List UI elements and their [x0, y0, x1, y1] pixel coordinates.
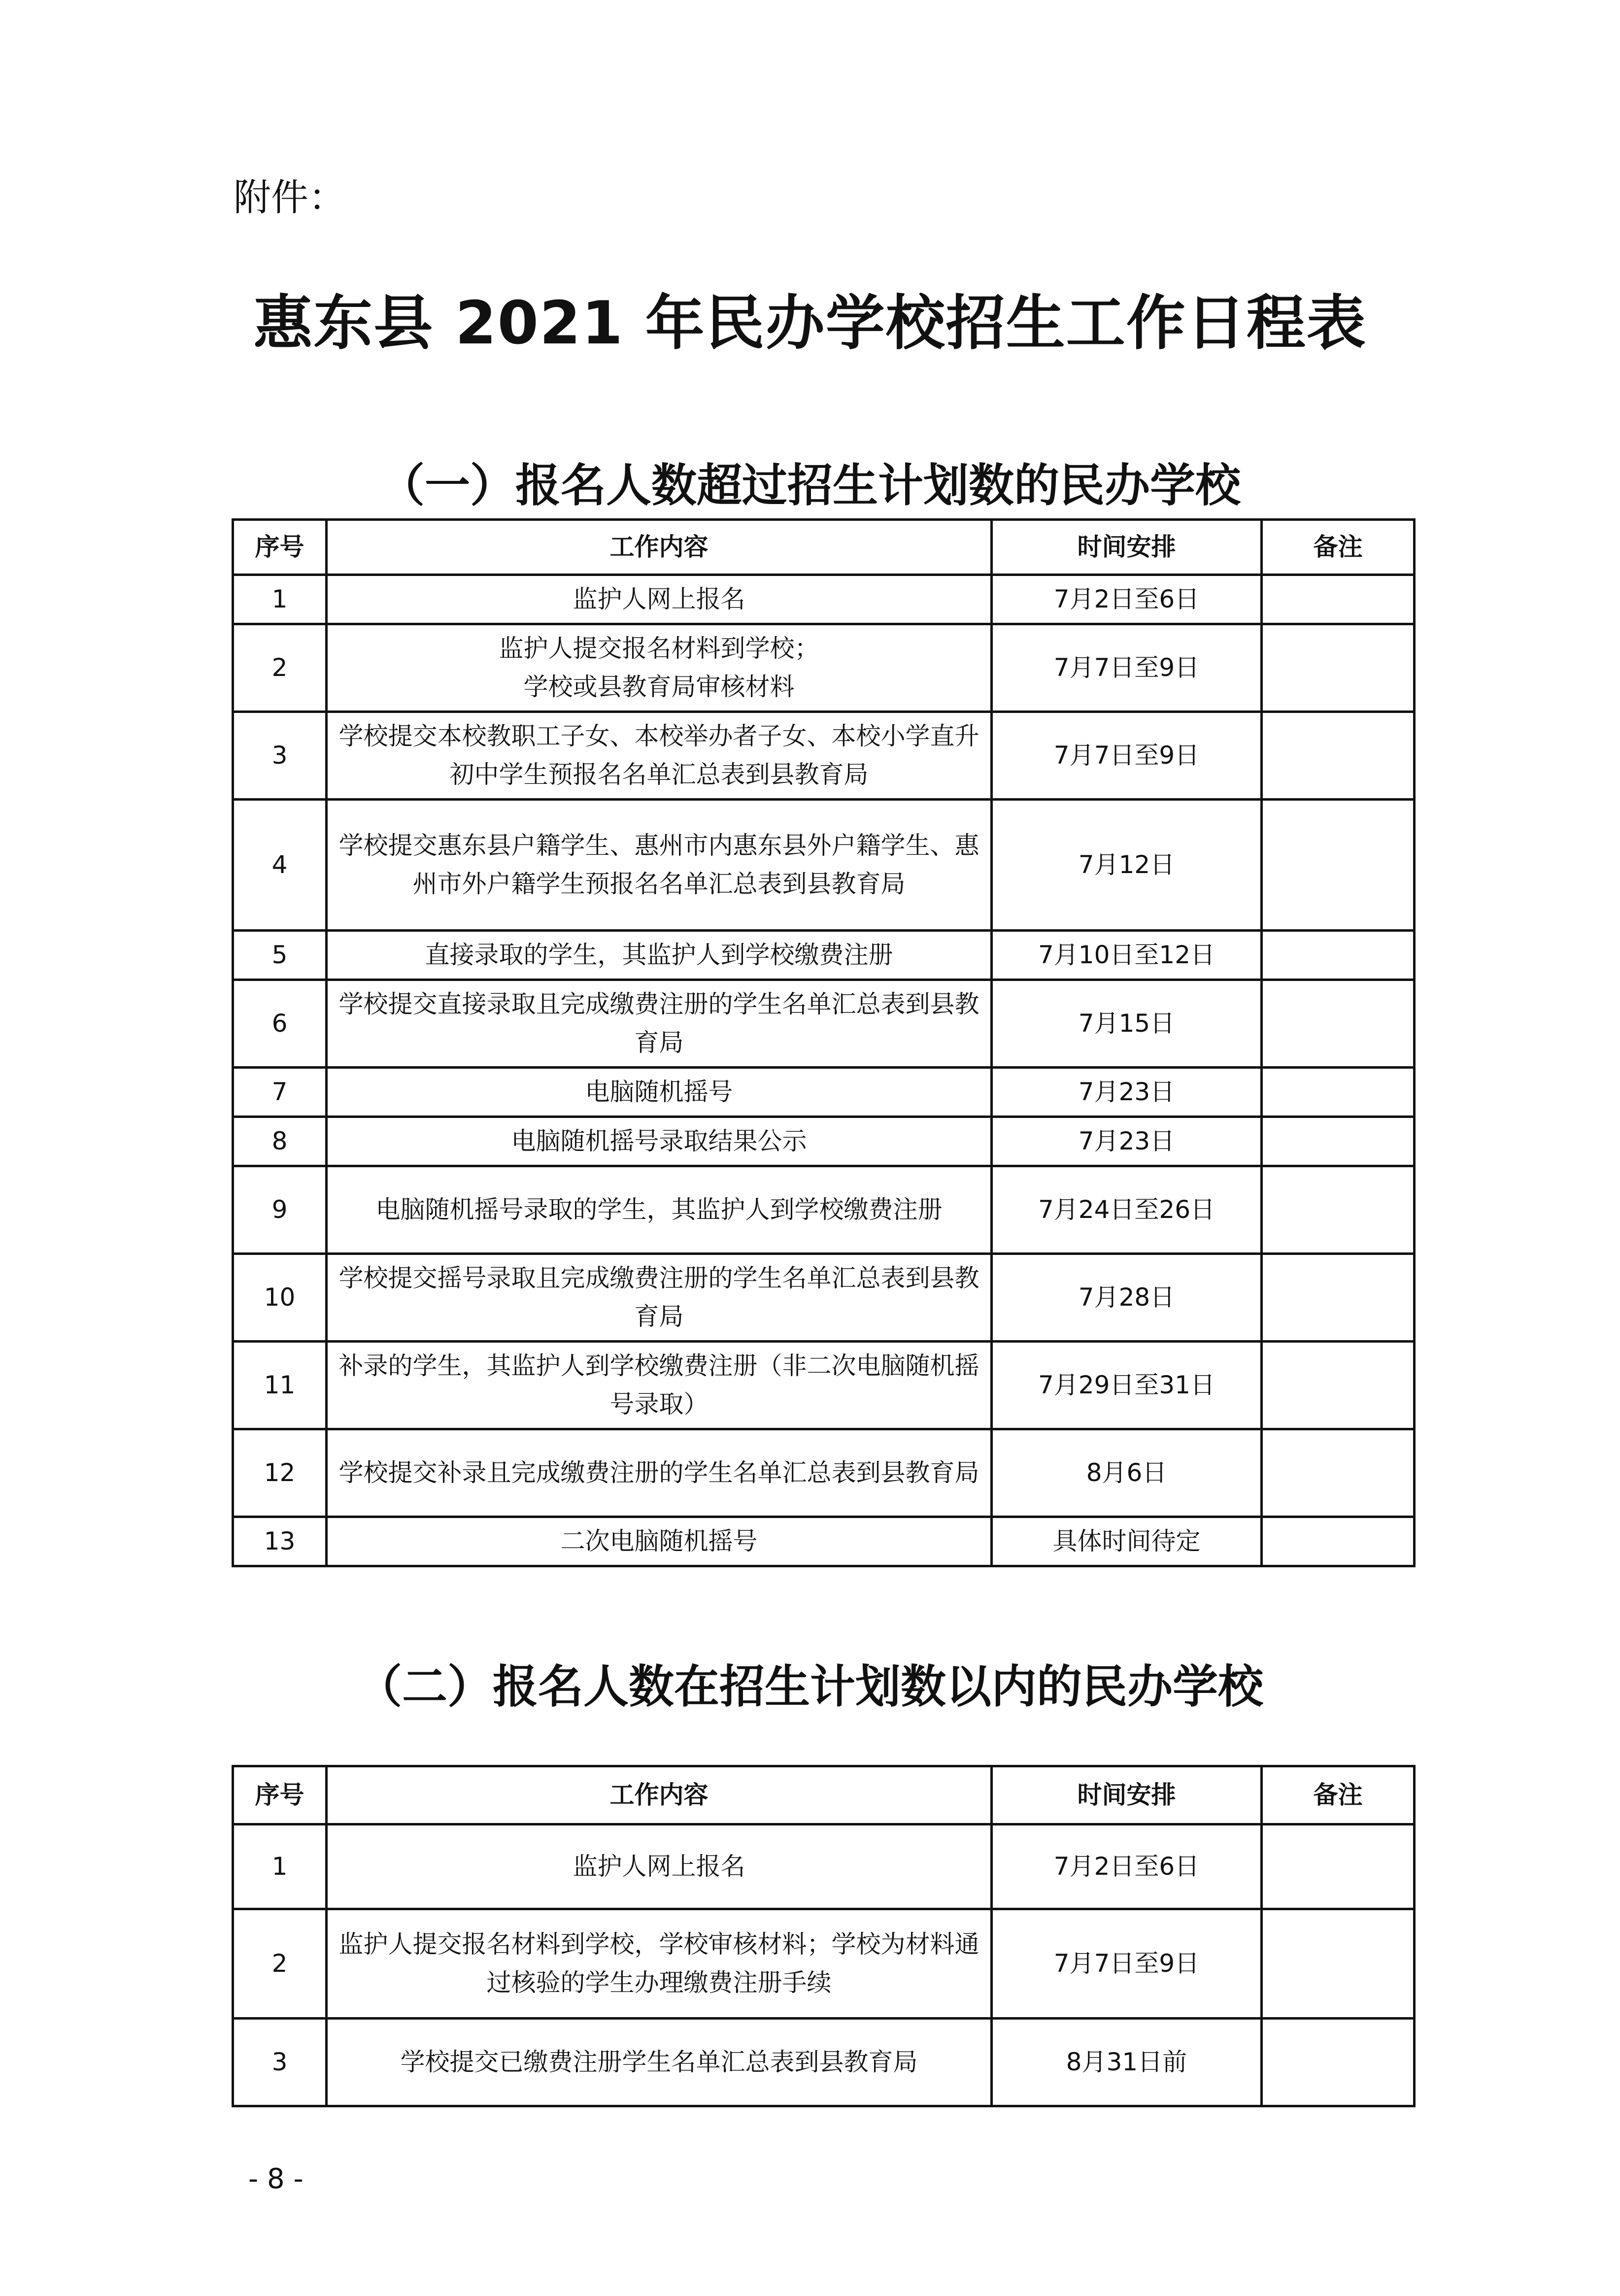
table-row: [233, 2019, 1415, 2106]
row-time: 7月2日至6日: [992, 1824, 1262, 1909]
row-number: 3: [233, 2019, 327, 2106]
row-number: 2: [233, 624, 327, 712]
row-content: 学校提交补录且完成缴费注册的学生名单汇总表到县教育局: [327, 1429, 992, 1517]
table-row: [233, 1517, 1415, 1566]
table-row: [233, 1824, 1415, 1909]
table-row: [233, 1117, 1415, 1166]
row-content: 学校提交已缴费注册学生名单汇总表到县教育局: [327, 2019, 992, 2106]
row-time: 具体时间待定: [992, 1517, 1262, 1566]
table-row: [233, 1909, 1415, 2019]
row-number: 4: [233, 800, 327, 931]
row-time: 8月31日前: [992, 2019, 1262, 2106]
schedule-table-2: [232, 1765, 1416, 2107]
table-row: [233, 1342, 1415, 1429]
row-number: 1: [233, 575, 327, 624]
row-remark: [1262, 1068, 1415, 1117]
header-no: 序号: [233, 1766, 327, 1824]
header-remark: 备注: [1262, 520, 1415, 575]
row-remark: [1262, 1909, 1415, 2019]
row-number: 10: [233, 1254, 327, 1342]
row-remark: [1262, 1117, 1415, 1166]
row-time: 7月10日至12日: [992, 931, 1262, 980]
row-content: 补录的学生，其监护人到学校缴费注册（非二次电脑随机摇号录取）: [327, 1342, 992, 1429]
row-time: 7月29日至31日: [992, 1342, 1262, 1429]
row-content: 监护人网上报名: [327, 1824, 992, 1909]
row-remark: [1262, 1824, 1415, 1909]
row-content: 学校提交直接录取且完成缴费注册的学生名单汇总表到县教育局: [327, 980, 992, 1068]
row-time: 7月23日: [992, 1068, 1262, 1117]
section-2-title: （二）报名人数在招生计划数以内的民办学校: [356, 1660, 1263, 1713]
row-number: 8: [233, 1117, 327, 1166]
page-number: - 8 -: [248, 2163, 304, 2195]
row-remark: [1262, 2019, 1415, 2106]
schedule-table-1: [232, 518, 1416, 1567]
row-number: 6: [233, 980, 327, 1068]
table-row: [233, 712, 1415, 800]
row-remark: [1262, 1166, 1415, 1254]
row-number: 2: [233, 1909, 327, 2019]
row-number: 3: [233, 712, 327, 800]
row-number: 7: [233, 1068, 327, 1117]
header-content: 工作内容: [327, 1766, 992, 1824]
row-content: 学校提交本校教职工子女、本校举办者子女、本校小学直升初中学生预报名名单汇总表到县教育局: [327, 712, 992, 800]
table-row: [233, 1429, 1415, 1517]
row-number: 9: [233, 1166, 327, 1254]
table-row: [233, 624, 1415, 712]
table-row: [233, 575, 1415, 624]
row-content: 监护人提交报名材料到学校，学校审核材料；学校为材料通过核验的学生办理缴费注册手续: [327, 1909, 992, 2019]
header-no: 序号: [233, 520, 327, 575]
row-content: 学校提交惠东县户籍学生、惠州市内惠东县外户籍学生、惠州市外户籍学生预报名名单汇总表到县教育局: [327, 800, 992, 931]
row-remark: [1262, 1254, 1415, 1342]
header-time: 时间安排: [992, 1766, 1262, 1824]
table-row: [233, 800, 1415, 931]
section-1-title: （一）报名人数超过招生计划数的民办学校: [379, 459, 1241, 512]
row-time: 7月7日至9日: [992, 1909, 1262, 2019]
header-time: 时间安排: [992, 520, 1262, 575]
row-content: 监护人提交报名材料到学校； 学校或县教育局审核材料: [327, 624, 992, 712]
row-time: 7月2日至6日: [992, 575, 1262, 624]
row-remark: [1262, 624, 1415, 712]
row-content: 电脑随机摇号录取的学生，其监护人到学校缴费注册: [327, 1166, 992, 1254]
table-header-row: [233, 1766, 1415, 1824]
row-content: 电脑随机摇号: [327, 1068, 992, 1117]
row-time: 7月28日: [992, 1254, 1262, 1342]
row-time: 7月7日至9日: [992, 712, 1262, 800]
row-content: 电脑随机摇号录取结果公示: [327, 1117, 992, 1166]
table-row: [233, 1166, 1415, 1254]
row-number: 11: [233, 1342, 327, 1429]
header-remark: 备注: [1262, 1766, 1415, 1824]
header-content: 工作内容: [327, 520, 992, 575]
table-row: [233, 1068, 1415, 1117]
row-remark: [1262, 1517, 1415, 1566]
row-number: 5: [233, 931, 327, 980]
row-remark: [1262, 712, 1415, 800]
row-remark: [1262, 800, 1415, 931]
attachment-label: 附件：: [234, 175, 346, 219]
row-content: 二次电脑随机摇号: [327, 1517, 992, 1566]
schedule-table-2-body: [233, 1824, 1415, 2106]
row-content: 直接录取的学生，其监护人到学校缴费注册: [327, 931, 992, 980]
row-time: 7月12日: [992, 800, 1262, 931]
table-row: [233, 931, 1415, 980]
table-row: [233, 980, 1415, 1068]
row-number: 13: [233, 1517, 327, 1566]
row-remark: [1262, 980, 1415, 1068]
row-time: 8月6日: [992, 1429, 1262, 1517]
row-remark: [1262, 1342, 1415, 1429]
table-row: [233, 1254, 1415, 1342]
row-remark: [1262, 1429, 1415, 1517]
row-remark: [1262, 931, 1415, 980]
row-time: 7月23日: [992, 1117, 1262, 1166]
row-number: 12: [233, 1429, 327, 1517]
row-content: 监护人网上报名: [327, 575, 992, 624]
row-time: 7月7日至9日: [992, 624, 1262, 712]
table-header-row: [233, 520, 1415, 575]
row-time: 7月15日: [992, 980, 1262, 1068]
row-time: 7月24日至26日: [992, 1166, 1262, 1254]
schedule-table-1-body: [233, 575, 1415, 1566]
document-title: 惠东县 2021 年民办学校招生工作日程表: [253, 289, 1367, 358]
row-number: 1: [233, 1824, 327, 1909]
row-content: 学校提交摇号录取且完成缴费注册的学生名单汇总表到县教育局: [327, 1254, 992, 1342]
row-remark: [1262, 575, 1415, 624]
